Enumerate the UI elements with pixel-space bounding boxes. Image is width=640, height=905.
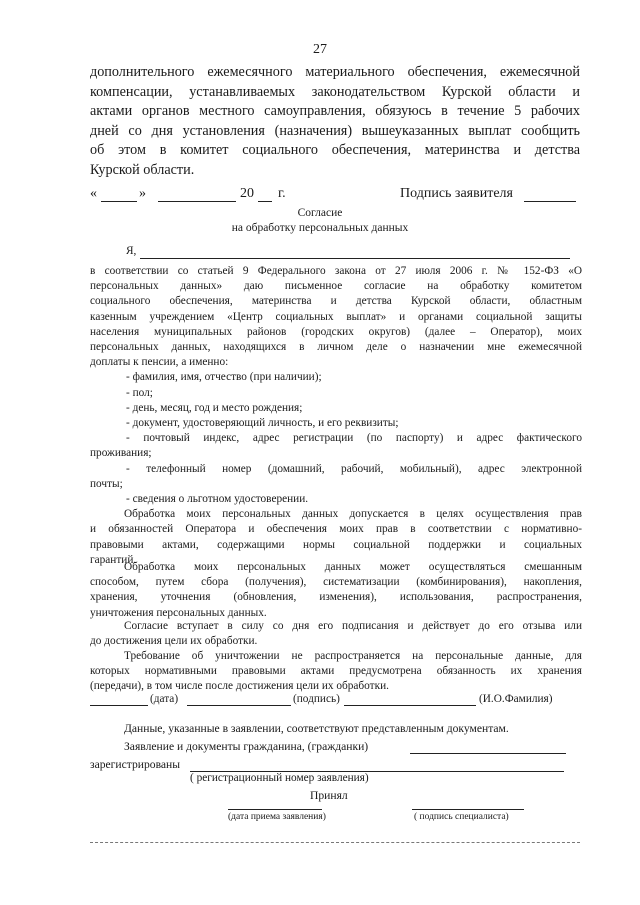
full-name-blank (140, 258, 570, 259)
consent-date-caption: (дата) (150, 693, 179, 705)
para4-line: (передачи), в том числе после достижения цели их обработки. (90, 680, 389, 693)
reg-number-caption: ( регистрационный номер заявления) (190, 772, 369, 784)
consent-para3 (90, 619, 582, 649)
consent-line: персональных данных, находящихся в личном деле о назначении мне ежемесячной (90, 341, 582, 354)
specialist-signature-blank (412, 809, 524, 810)
citizen-documents-text: Заявление и документы гражданина, (гражданки) (124, 740, 369, 753)
consent-signature-caption: (подпись) (293, 693, 340, 705)
date-close-quote: » (139, 186, 146, 201)
consent-line: населения муниципальных районов (городских округов) (далее – Оператор), моих (90, 325, 582, 338)
consent-line: казенным учреждением «Центр социальных выплат» и органами социальной защиты (90, 310, 582, 323)
intro-line: Курской области. (90, 161, 195, 178)
para4-line: Требование об уничтожении не распространяется на персональные данные, для (124, 650, 582, 662)
data-item: - документ, удостоверяющий личность, и его реквизиты; (126, 417, 399, 430)
consent-name-caption: (И.О.Фамилия) (479, 693, 553, 705)
date-month-blank (158, 201, 236, 202)
consent-name-blank (344, 705, 476, 706)
intro-paragraph (90, 63, 580, 180)
para1-line: гарантий. (90, 553, 137, 566)
applicant-signature-blank (524, 201, 576, 202)
accept-date-blank (228, 809, 322, 810)
data-item: - пол; (126, 386, 153, 399)
para2-line: хранения, уточнения (обновления, изменения), использования, распространения, (90, 591, 582, 604)
consent-line: доплаты к пенсии, а именно: (90, 356, 229, 369)
consent-subtitle: на обработку персональных данных (231, 222, 409, 234)
consent-para4 (90, 649, 582, 695)
consent-para2 (90, 560, 582, 621)
consent-date-blank (90, 705, 148, 706)
citizen-name-blank (410, 753, 566, 754)
date-open-quote: « (90, 186, 97, 201)
para2-line: способом, путем сбора (получения), систематизации (комбинирования), накопления, (90, 576, 582, 589)
para1-line: и обязанностей Оператора и обеспечения моих прав в соответствии с нормативно- (90, 523, 582, 536)
data-item: - день, месяц, год и место рождения; (126, 401, 303, 414)
intro-line: об этом в комитет социального обеспечения, материнства и детства (90, 142, 580, 158)
data-item: - телефонный номер (домашний, рабочий, мобильный), адрес электронной (126, 462, 582, 475)
documents-conform-text: Данные, указанные в заявлении, соответствуют представленным документам. (124, 722, 509, 735)
para1-line: правовыми актами, содержащими нормы социальной поддержки и социальных (90, 538, 582, 551)
intro-line: дней со дня установления (назначения) вышеуказанных выплат сообщить (90, 122, 580, 139)
consent-title: Согласие (297, 207, 343, 219)
para2-line: уничтожения персональных данных. (90, 606, 267, 619)
data-item: - почтовый индекс, адрес регистрации (по паспорту) и адрес фактического (126, 432, 582, 445)
consent-ya: Я, (126, 245, 137, 257)
para2-line: Обработка моих персональных данных может осуществляться смешанным (124, 561, 582, 573)
tear-off-dashed-line (90, 842, 580, 843)
date-year-suffix: г. (278, 186, 286, 201)
page-number: 27 (313, 42, 327, 57)
para4-line: которых нормативными правовыми актами предусмотрена обязанность их хранения (90, 665, 582, 678)
accepted-label: Принял (310, 789, 348, 802)
accept-date-caption: (дата приема заявления) (228, 812, 326, 822)
applicant-signature-label: Подпись заявителя (400, 186, 513, 201)
para3-line: Согласие вступает в силу со дня его подписания и действует до его отзыва или (124, 620, 582, 632)
date-day-blank (101, 201, 137, 202)
para3-line: до достижения цели их обработки. (90, 635, 258, 648)
intro-line: компенсации, устанавливаемых законодательством Курской области и (90, 83, 580, 100)
data-item-continued: почты; (90, 477, 123, 490)
consent-line: социального обеспечения, материнства и детства Курской области, областным (90, 295, 582, 308)
consent-main-paragraph (90, 264, 582, 568)
para1-line: Обработка моих персональных данных допускается в целях осуществления прав (124, 508, 582, 521)
consent-signature-blank (187, 705, 291, 706)
date-year: 20 (240, 186, 254, 201)
specialist-signature-caption: ( подпись специалиста) (414, 812, 509, 822)
intro-line: дополнительного ежемесячного материального обеспечения, ежемесячной (90, 64, 580, 80)
registered-text: зарегистрированы (90, 758, 181, 771)
consent-line: персональных данных» даю письменное согласие на обработку комитетом (90, 280, 582, 293)
data-item: - сведения о льготном удостоверении. (126, 493, 309, 506)
intro-line: актами органов местного самоуправления, обязуюсь в течение 5 рабочих (90, 103, 580, 119)
data-item: - фамилия, имя, отчество (при наличии); (126, 371, 322, 384)
data-item-continued: проживания; (90, 447, 152, 460)
date-year-blank (258, 201, 272, 202)
consent-line: в соответствии со статьей 9 Федерального закона от 27 июля 2006 г. № 152-ФЗ «О (90, 265, 582, 277)
